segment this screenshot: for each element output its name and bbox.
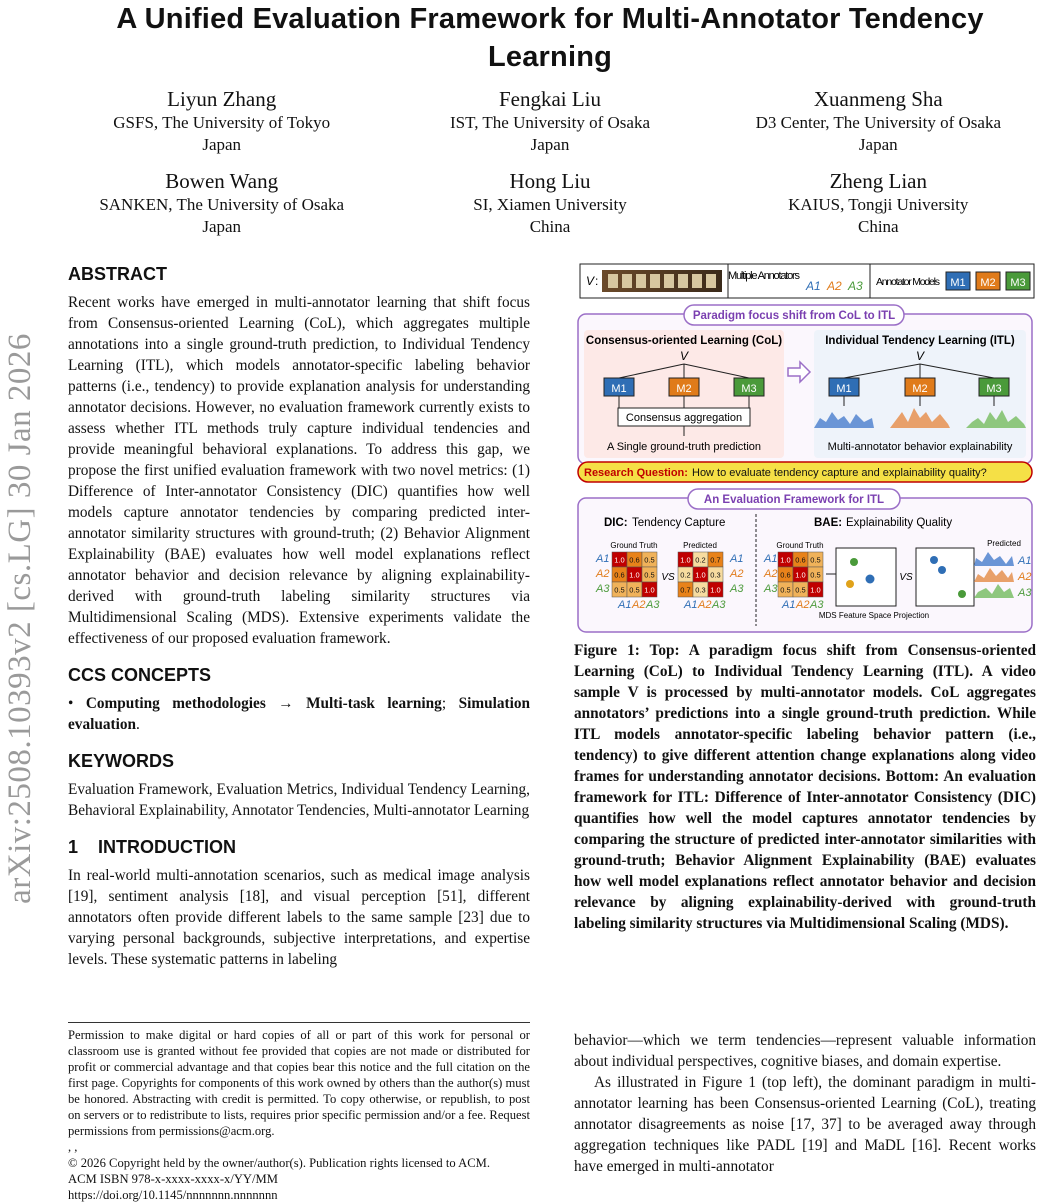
keywords-text: Evaluation Framework, Evaluation Metrics, Individual Tendency Learning, Behavioral Explainability, Annotator Tendencies, Multi-annotator Learning xyxy=(68,781,530,819)
svg-text:A3: A3 xyxy=(730,583,744,595)
annotator-models-label: Annotator Models xyxy=(876,276,940,288)
matrix-cell-value: 1.0 xyxy=(644,585,655,595)
author-name: Hong Liu xyxy=(509,169,591,193)
author xyxy=(388,168,711,238)
svg-text:A3: A3 xyxy=(810,599,824,611)
matrix-cell-value: 0.5 xyxy=(629,585,640,595)
author-affiliation: SI, Xiamen University xyxy=(473,195,627,214)
ccs-item: Multi-task learning xyxy=(306,695,442,712)
svg-text:A2: A2 xyxy=(796,599,810,611)
annotator-a3: A3 xyxy=(848,279,863,293)
bae-text: Explainability Quality xyxy=(846,517,953,529)
intro-text: In real-world multi-annotation scenarios, such as medical image analysis [19], sentiment analysis [18], and visual perception [51], different annotators often provide different labels to the same sample [23] due to varying personal backgrounds, subjective interpretations, and expertise levels. These systematic patterns in labeling xyxy=(68,867,530,968)
matrix-cell-value: 1.0 xyxy=(795,570,806,580)
left-column xyxy=(68,262,530,970)
svg-text:A2: A2 xyxy=(698,599,712,611)
model-m1: M1 xyxy=(950,277,966,289)
matrix-cell-value: 0.7 xyxy=(710,555,721,565)
matrix-cell-value: 0.6 xyxy=(614,570,625,580)
figure-1 xyxy=(574,262,1036,634)
figure-1-diagram xyxy=(574,262,1036,634)
author xyxy=(717,168,1037,238)
svg-text:M2: M2 xyxy=(912,383,928,395)
page-title: A Unified Evaluation Framework for Multi-Annotator Tendency Learning xyxy=(116,3,984,73)
matrix-cell-value: 1.0 xyxy=(695,570,706,580)
author-name: Liyun Zhang xyxy=(167,87,277,111)
copyright-text: © 2026 Copyright held by the owner/author(s). Publication rights licensed to ACM. xyxy=(68,1156,490,1170)
svg-text:M2: M2 xyxy=(676,383,692,395)
matrix-cell-value: 1.0 xyxy=(710,585,721,595)
matrix-cell-value: 0.5 xyxy=(810,555,821,565)
gt-label-bae: Ground Truth xyxy=(776,541,824,550)
bae-label: BAE: xyxy=(814,517,843,529)
pred-matrix-dic xyxy=(678,552,723,597)
dic-text: Tendency Capture xyxy=(632,517,726,529)
matrix-cell-value: 0.2 xyxy=(695,555,706,565)
body-paragraph: behavior—which we term tendencies—represent valuable information about individual perspectives, cognitive biases, and domain expertise. xyxy=(574,1032,1036,1070)
single-prediction-label: A Single ground-truth prediction xyxy=(606,441,762,453)
svg-text:A3: A3 xyxy=(1018,587,1032,599)
matrix-cell-value: 0.5 xyxy=(644,555,655,565)
arxiv-stamp-text: arXiv:2508.10393v2 [cs.LG] 30 Jan 2026 xyxy=(1,332,38,904)
rq-label: Research Question: xyxy=(584,467,688,479)
ccs-bullet: • xyxy=(68,695,74,712)
figure-caption: Figure 1: Top: A paradigm focus shift from Consensus-oriented Learning (CoL) to Individual Tendency Learning (ITL). A video sample V is processed by multi-annotator models. CoL aggregates annotators’ predictions into a single ground-truth prediction. While ITL models annotator-specific labeling behavior pattern (i.e., tendency) to give different attention change explanations along video frames for understanding annotator decisions. Bottom: An evaluation framework for ITL: Difference of Inter-annotator Consistency (DIC) quantifies how well the model captures annotator tendencies by comparing the structure of predicted inter-annotator similarities with ground-truth; Behavior Alignment Explainability (BAE) evaluates how well model explanations reflect annotator behavior and decision relevance by aligning explainability-derived with ground-truth labeling similarity structures via Multidimensional Scaling (MDS). xyxy=(574,642,1036,932)
model-m2: M2 xyxy=(980,277,996,289)
eval-title: An Evaluation Framework for ITL xyxy=(703,494,885,506)
explainability-label: Multi-annotator behavior explainability xyxy=(827,441,1013,453)
matrix-cell-value: 1.0 xyxy=(680,555,691,565)
matrix-cell-value: 0.3 xyxy=(710,570,721,580)
author-affiliation: SANKEN, The University of Osaka xyxy=(99,195,345,214)
matrix-cell-value: 1.0 xyxy=(614,555,625,565)
intro-number: 1 xyxy=(68,837,79,857)
svg-text:A2: A2 xyxy=(1018,571,1032,583)
matrix-cell-value: 0.7 xyxy=(680,585,691,595)
venue-text: , , xyxy=(68,1140,78,1154)
dic-label: DIC: xyxy=(604,517,628,529)
vs-bae: VS xyxy=(899,572,913,583)
ccs-heading: CCS CONCEPTS xyxy=(68,665,212,685)
mds-label: MDS Feature Space Projection xyxy=(818,611,930,620)
svg-text:A1: A1 xyxy=(1018,555,1032,567)
svg-text:A1: A1 xyxy=(730,553,744,565)
multiple-annotators-label: Multiple Annotators xyxy=(728,270,800,282)
svg-text:A1: A1 xyxy=(596,553,610,565)
author-country: Japan xyxy=(202,135,242,154)
doi-link[interactable]: https://doi.org/10.1145/nnnnnnn.nnnnnnn xyxy=(68,1188,278,1202)
svg-text:A1: A1 xyxy=(764,553,778,565)
svg-text:A2: A2 xyxy=(730,568,744,580)
intro-heading xyxy=(68,835,530,859)
matrix-cell-value: 1.0 xyxy=(780,555,791,565)
svg-text:A3: A3 xyxy=(764,583,778,595)
svg-text:A1: A1 xyxy=(782,599,796,611)
author-block xyxy=(60,86,1037,250)
svg-text:M1: M1 xyxy=(836,383,852,395)
svg-text:M3: M3 xyxy=(741,383,757,395)
isbn-text: ACM ISBN 978-x-xxxx-xxxx-x/YY/MM xyxy=(68,1172,278,1186)
author-name: Bowen Wang xyxy=(165,169,279,193)
author-country: China xyxy=(857,217,899,236)
author-affiliation: IST, The University of Osaka xyxy=(449,113,650,132)
matrix-cell-value: 0.5 xyxy=(795,585,806,595)
abstract-text: Recent works have emerged in multi-annotator learning that shift focus from Consensus-oriented Learning (CoL), which aggregates multiple annotations into a single ground-truth prediction, to Individual Tendency Learning (ITL), which models annotator-specific labeling behavior patterns (i.e., tendency) to provide explanation analysis for understanding annotator decisions. However, no evaluation framework currently exists to assess whether ITL methods truly capture individual tendencies and provide meaningful behavioral explanations. To address this gap, we propose the first unified evaluation framework with two novel metrics: (1) Difference of Inter-annotator Consistency (DIC) quantifies how well models capture annotator tendencies by comparing predicted inter-annotator similarity structures with ground-truth; (2) Behavior Alignment Explainability (BAE) evaluates how well model explanations reflect annotator behavior and decision relevance by aligning explainability-derived with ground-truth labeling similarity structures via Multidimensional Scaling (MDS). Extensive experiments validate the effectiveness of our proposed evaluation framework. xyxy=(68,294,530,647)
consensus-aggregation: Consensus aggregation xyxy=(625,412,743,424)
itl-title: Individual Tendency Learning (ITL) xyxy=(825,335,1015,347)
gt-matrix-dic xyxy=(612,552,657,597)
svg-text:A2: A2 xyxy=(596,568,610,580)
svg-text:A3: A3 xyxy=(596,583,610,595)
video-strip xyxy=(602,270,722,292)
author-country: Japan xyxy=(202,217,242,236)
matrix-cell-value: 0.2 xyxy=(680,570,691,580)
ccs-item: Computing methodologies xyxy=(85,695,266,712)
matrix-cell-value: 0.5 xyxy=(614,585,625,595)
author-name: Xuanmeng Sha xyxy=(813,87,943,111)
ccs-sep: ; xyxy=(441,695,447,712)
matrix-cell-value: 0.3 xyxy=(695,585,706,595)
matrix-cell-value: 0.6 xyxy=(629,555,640,565)
author-country: Japan xyxy=(530,135,570,154)
matrix-cell-value: 0.6 xyxy=(780,570,791,580)
v-label: V xyxy=(586,274,595,288)
gt-matrix-bae xyxy=(778,552,823,597)
svg-text:A1: A1 xyxy=(684,599,698,611)
matrix-cell-value: 1.0 xyxy=(629,570,640,580)
svg-text:M1: M1 xyxy=(611,383,627,395)
author xyxy=(60,168,383,238)
arxiv-stamp xyxy=(0,268,40,968)
matrix-cell-value: 0.5 xyxy=(644,570,655,580)
annotator-a2: A2 xyxy=(827,279,842,293)
svg-text:A3: A3 xyxy=(646,599,660,611)
col-title: Consensus-oriented Learning (CoL) xyxy=(585,335,783,347)
author xyxy=(60,86,383,156)
intro-heading-text: INTRODUCTION xyxy=(98,837,236,857)
pred-label-bae: Predicted xyxy=(987,539,1021,548)
ccs-end: . xyxy=(136,716,140,733)
svg-text:V: V xyxy=(915,349,925,363)
right-body xyxy=(574,1030,1036,1177)
matrix-cell-value: 0.5 xyxy=(810,570,821,580)
author-affiliation: D3 Center, The University of Osaka xyxy=(755,113,1002,132)
author-name: Fengkai Liu xyxy=(498,87,602,111)
author xyxy=(717,86,1037,156)
right-column xyxy=(574,262,1036,949)
matrix-cell-value: 1.0 xyxy=(810,585,821,595)
model-m3: M3 xyxy=(1010,277,1026,289)
vs-dic: VS xyxy=(661,572,675,583)
ccs-arrow: → xyxy=(278,695,294,712)
author-row-2 xyxy=(60,168,1037,238)
author-country: China xyxy=(529,217,571,236)
author-affiliation: KAIUS, Tongji University xyxy=(788,195,969,214)
author-row-1 xyxy=(60,86,1037,156)
ccs-text xyxy=(68,693,530,735)
svg-text:A2: A2 xyxy=(764,568,778,580)
body-paragraph: As illustrated in Figure 1 (top left), the dominant paradigm in multi-annotator learning has been Consensus-oriented Learning (CoL), treating annotator disagreements as noise [17, 37] to be averaged away through aggregation techniques like PADL [19] and MaDL [16]. Recent works have emerged in multi-annotator xyxy=(574,1074,1036,1175)
author-country: Japan xyxy=(858,135,898,154)
svg-text:M3: M3 xyxy=(986,383,1002,395)
author-affiliation: GSFS, The University of Tokyo xyxy=(113,113,331,132)
svg-text:A3: A3 xyxy=(712,599,726,611)
matrix-cell-value: 0.5 xyxy=(780,585,791,595)
permission-text: Permission to make digital or hard copies of all or part of this work for personal or classroom use is granted without fee provided that copies are not made or distributed for profit or commercial advantage and that copies bear this notice and the full citation on the first page. Copyrights for components of this work owned by others than the author(s) must be honored. Abstracting with credit is permitted. To copy otherwise, or republish, to post on servers or to redistribute to lists, requires prior specific permission and/or a fee. Request permissions from permissions@acm.org. xyxy=(68,1028,530,1138)
author xyxy=(388,86,711,156)
svg-text:V: V xyxy=(679,349,689,363)
permission-footnote xyxy=(68,1022,530,1203)
svg-text::: : xyxy=(595,274,599,288)
keywords-heading: KEYWORDS xyxy=(68,751,175,771)
rq-text: How to evaluate tendency capture and explainability quality? xyxy=(692,467,987,479)
annotator-a1: A1 xyxy=(806,279,821,293)
ccs-item: Simulation evaluation xyxy=(68,695,530,733)
matrix-cell-value: 0.6 xyxy=(795,555,806,565)
svg-text:A1: A1 xyxy=(618,599,632,611)
pred-label-dic: Predicted xyxy=(683,541,717,550)
svg-text:A2: A2 xyxy=(632,599,646,611)
gt-label-dic: Ground Truth xyxy=(610,541,658,550)
paradigm-title: Paradigm focus shift from CoL to ITL xyxy=(692,310,896,322)
abstract-heading: ABSTRACT xyxy=(68,264,167,284)
author-name: Zheng Lian xyxy=(829,169,927,193)
